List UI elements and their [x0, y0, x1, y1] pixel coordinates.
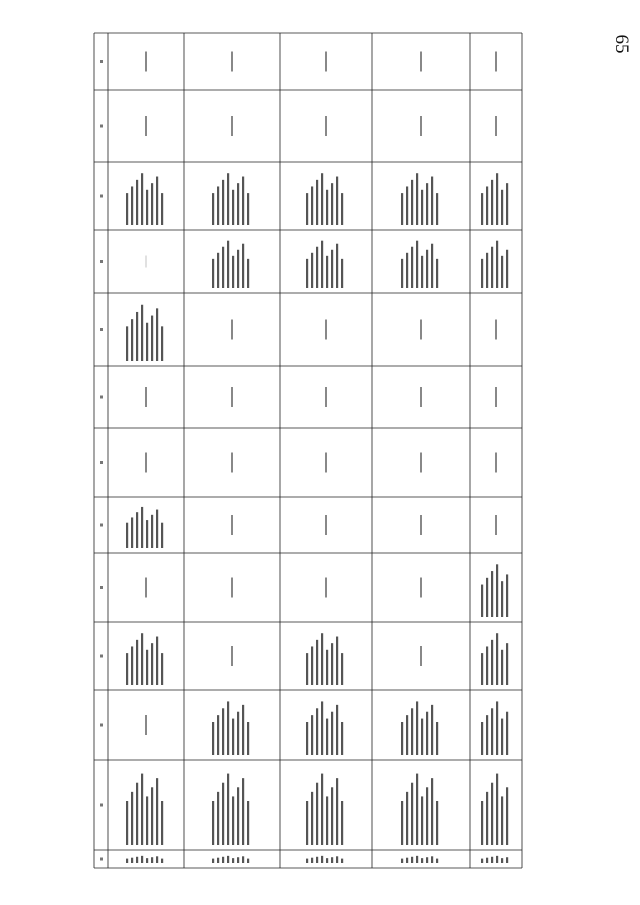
cell-text-block [321, 701, 323, 755]
cell-text-block [146, 190, 148, 225]
cell-text-block [131, 517, 133, 548]
cell-text-block [326, 796, 328, 845]
cell-text-block [242, 778, 244, 845]
cell-text-block [326, 858, 328, 863]
cell-text-block [486, 715, 488, 755]
cell-text-block [426, 712, 428, 755]
cell-text-block [326, 256, 328, 288]
cell-text-block [161, 326, 163, 361]
cell-text-block [222, 857, 224, 863]
cell-text-block [247, 259, 249, 288]
cell-text-block [411, 180, 413, 225]
cell-text-block [227, 774, 229, 845]
cell-text-block [491, 180, 493, 225]
cell-text-block [311, 715, 313, 755]
column-number-mark [100, 858, 103, 861]
cell-text-block [131, 792, 133, 845]
cell-text-block [126, 801, 128, 845]
cell-text-block [491, 783, 493, 845]
cell-text-block [136, 180, 138, 225]
cell-text-block [491, 708, 493, 755]
cell-text-block [506, 250, 508, 288]
cell-text-block [156, 778, 158, 845]
cell-text-block [306, 801, 308, 845]
cell-text-block [161, 523, 163, 548]
cell-text-block [496, 564, 498, 617]
cell-text-block [151, 787, 153, 845]
cell-text-block [237, 787, 239, 845]
cell-text-block [436, 259, 438, 288]
cell-text-block [431, 705, 433, 755]
cell-text-block [431, 856, 433, 863]
cell-text-block [406, 858, 408, 863]
cell-text-block [311, 186, 313, 225]
cell-text-block [426, 787, 428, 845]
cell-text-block [416, 856, 418, 863]
column-number-mark [100, 586, 103, 589]
cell-text-block [501, 256, 503, 288]
cell-text-block [406, 186, 408, 225]
cell-text-block [306, 653, 308, 685]
cell-text-block [316, 247, 318, 288]
cell-text-block [341, 653, 343, 685]
cell-text-block [141, 173, 143, 225]
cell-text-block [242, 177, 244, 225]
cell-text-block [242, 856, 244, 863]
column-number-mark [100, 724, 103, 727]
column-number-mark [100, 461, 103, 464]
column-number-mark [100, 60, 103, 63]
cell-text-block [501, 858, 503, 863]
cell-text-block [321, 856, 323, 863]
cell-text-block [222, 180, 224, 225]
cell-text-block [406, 715, 408, 755]
cell-text-block [316, 180, 318, 225]
cell-text-block [316, 640, 318, 685]
cell-text-block [126, 653, 128, 685]
cell-text-block [496, 856, 498, 863]
cell-text-block [491, 640, 493, 685]
cell-text-block [331, 643, 333, 685]
cell-text-block [421, 719, 423, 755]
cell-text-block [131, 319, 133, 361]
cell-text-block [501, 719, 503, 755]
cell-text-block [316, 708, 318, 755]
cell-text-block [486, 253, 488, 288]
cell-text-block [321, 774, 323, 845]
cell-text-block [126, 523, 128, 548]
cell-text-block [506, 574, 508, 617]
cell-text-block [486, 186, 488, 225]
cell-text-block [406, 253, 408, 288]
column-number-mark [100, 804, 103, 807]
cell-text-block [306, 722, 308, 755]
cell-text-block [431, 244, 433, 288]
column-number-mark [100, 655, 103, 658]
cell-text-block [341, 722, 343, 755]
cell-text-block [331, 712, 333, 755]
cell-text-block [481, 585, 483, 617]
cell-text-block [222, 708, 224, 755]
cell-text-block [141, 305, 143, 361]
cell-text-block [212, 259, 214, 288]
cell-text-block [436, 722, 438, 755]
cell-text-block [217, 253, 219, 288]
cell-text-block [331, 857, 333, 863]
cell-text-block [306, 859, 308, 863]
cell-text-block [232, 719, 234, 755]
cell-text-block [151, 515, 153, 548]
cell-text-block [136, 783, 138, 845]
cell-text-block [151, 857, 153, 863]
cell-text-block [336, 705, 338, 755]
cell-text-block [136, 857, 138, 863]
cell-text-block [481, 259, 483, 288]
cell-text-block [126, 193, 128, 225]
cell-text-block [401, 859, 403, 863]
cell-text-block [506, 643, 508, 685]
cell-text-block [311, 253, 313, 288]
cell-text-block [336, 778, 338, 845]
cell-text-block [232, 190, 234, 225]
cell-text-block [237, 250, 239, 288]
cell-text-block [321, 173, 323, 225]
cell-text-block [247, 722, 249, 755]
table-dashes [146, 52, 496, 736]
cell-text-block [481, 193, 483, 225]
cell-text-block [136, 640, 138, 685]
cell-text-block [336, 177, 338, 225]
cell-text-block [161, 193, 163, 225]
cell-text-block [311, 858, 313, 863]
cell-text-block [126, 859, 128, 863]
cell-text-block [156, 510, 158, 548]
cell-text-block [496, 774, 498, 845]
cell-text-block [401, 259, 403, 288]
cell-text-block [156, 637, 158, 685]
cell-text-block [141, 633, 143, 685]
cell-text-block [146, 323, 148, 361]
cell-text-block [426, 250, 428, 288]
table-blocks [100, 60, 508, 863]
cell-text-block [421, 256, 423, 288]
cell-text-block [141, 507, 143, 548]
cell-text-block [401, 801, 403, 845]
cell-text-block [237, 712, 239, 755]
cell-text-block [146, 858, 148, 863]
cell-text-block [247, 859, 249, 863]
cell-text-block [341, 859, 343, 863]
cell-text-block [141, 774, 143, 845]
cell-text-block [506, 183, 508, 225]
cell-text-block [491, 571, 493, 617]
cell-text-block [311, 646, 313, 685]
cell-text-block [222, 783, 224, 845]
cell-text-block [436, 193, 438, 225]
cell-text-block [501, 581, 503, 617]
cell-text-block [431, 177, 433, 225]
cell-text-block [321, 241, 323, 288]
cell-text-block [217, 186, 219, 225]
column-number-mark [100, 260, 103, 263]
cell-text-block [131, 646, 133, 685]
cell-text-block [311, 792, 313, 845]
cell-text-block [401, 193, 403, 225]
cell-text-block [431, 778, 433, 845]
cell-text-block [411, 708, 413, 755]
cell-text-block [212, 193, 214, 225]
cell-text-block [481, 859, 483, 863]
cell-text-block [496, 173, 498, 225]
cell-text-block [316, 783, 318, 845]
cell-text-block [421, 190, 423, 225]
cell-text-block [506, 857, 508, 863]
cell-text-block [336, 637, 338, 685]
cell-text-block [501, 796, 503, 845]
cell-text-block [232, 796, 234, 845]
cell-text-block [406, 792, 408, 845]
cell-text-block [306, 193, 308, 225]
cell-text-block [136, 312, 138, 361]
cell-text-block [416, 774, 418, 845]
cell-text-block [421, 858, 423, 863]
cell-text-block [491, 247, 493, 288]
cell-text-block [146, 796, 148, 845]
cell-text-block [341, 193, 343, 225]
cell-text-block [496, 633, 498, 685]
cell-text-block [247, 801, 249, 845]
cell-text-block [486, 578, 488, 617]
cell-text-block [237, 183, 239, 225]
cell-text-block [486, 858, 488, 863]
cell-text-block [331, 183, 333, 225]
cell-text-block [426, 857, 428, 863]
cell-text-block [416, 241, 418, 288]
cell-text-block [506, 712, 508, 755]
cell-text-block [336, 856, 338, 863]
cell-text-block [146, 520, 148, 548]
cell-text-block [416, 173, 418, 225]
cell-text-block [222, 247, 224, 288]
cell-text-block [232, 858, 234, 863]
cell-text-block [331, 787, 333, 845]
cell-text-block [131, 858, 133, 863]
cell-text-block [156, 177, 158, 225]
cell-text-block [161, 859, 163, 863]
cell-text-block [436, 859, 438, 863]
cell-text-block [131, 186, 133, 225]
cell-text-block [481, 722, 483, 755]
cell-text-block [501, 190, 503, 225]
cell-text-block [326, 190, 328, 225]
cell-text-block [242, 244, 244, 288]
column-number-mark [100, 125, 103, 128]
column-number-mark [100, 195, 103, 198]
cell-text-block [306, 259, 308, 288]
cell-text-block [426, 183, 428, 225]
cell-text-block [247, 193, 249, 225]
cell-text-block [146, 650, 148, 685]
cell-text-block [331, 250, 333, 288]
cell-text-block [436, 801, 438, 845]
cell-text-block [136, 512, 138, 548]
cell-text-block [421, 796, 423, 845]
cell-text-block [151, 183, 153, 225]
cell-text-block [151, 643, 153, 685]
cell-text-block [161, 653, 163, 685]
cell-text-block [141, 856, 143, 863]
cell-text-block [227, 701, 229, 755]
column-number-mark [100, 524, 103, 527]
cell-text-block [237, 857, 239, 863]
cell-text-block [496, 701, 498, 755]
cell-text-block [316, 857, 318, 863]
cell-text-block [416, 701, 418, 755]
cell-text-block [336, 244, 338, 288]
cell-text-block [321, 633, 323, 685]
cell-text-block [501, 650, 503, 685]
cell-text-block [481, 801, 483, 845]
cell-text-block [212, 859, 214, 863]
cell-text-block [232, 256, 234, 288]
cell-text-block [401, 722, 403, 755]
cell-text-block [126, 326, 128, 361]
cell-text-block [411, 247, 413, 288]
cell-text-block [227, 241, 229, 288]
cell-text-block [161, 801, 163, 845]
page-number: 65 [611, 34, 632, 54]
cell-text-block [212, 801, 214, 845]
cell-text-block [326, 719, 328, 755]
cell-text-block [242, 705, 244, 755]
cell-text-block [212, 722, 214, 755]
cell-text-block [156, 856, 158, 863]
cell-text-block [227, 173, 229, 225]
cell-text-block [217, 858, 219, 863]
cell-text-block [486, 792, 488, 845]
cell-text-block [486, 646, 488, 685]
cell-text-block [491, 857, 493, 863]
cell-text-block [156, 308, 158, 361]
cell-text-block [341, 801, 343, 845]
cell-text-block [326, 650, 328, 685]
cell-text-block [217, 715, 219, 755]
cell-text-block [151, 316, 153, 361]
column-number-mark [100, 328, 103, 331]
cell-text-block [411, 857, 413, 863]
cell-text-block [481, 653, 483, 685]
cell-text-block [227, 856, 229, 863]
cell-text-block [506, 787, 508, 845]
cell-text-block [217, 792, 219, 845]
cell-text-block [341, 259, 343, 288]
cell-text-block [411, 783, 413, 845]
column-number-mark [100, 396, 103, 399]
cell-text-block [496, 241, 498, 288]
